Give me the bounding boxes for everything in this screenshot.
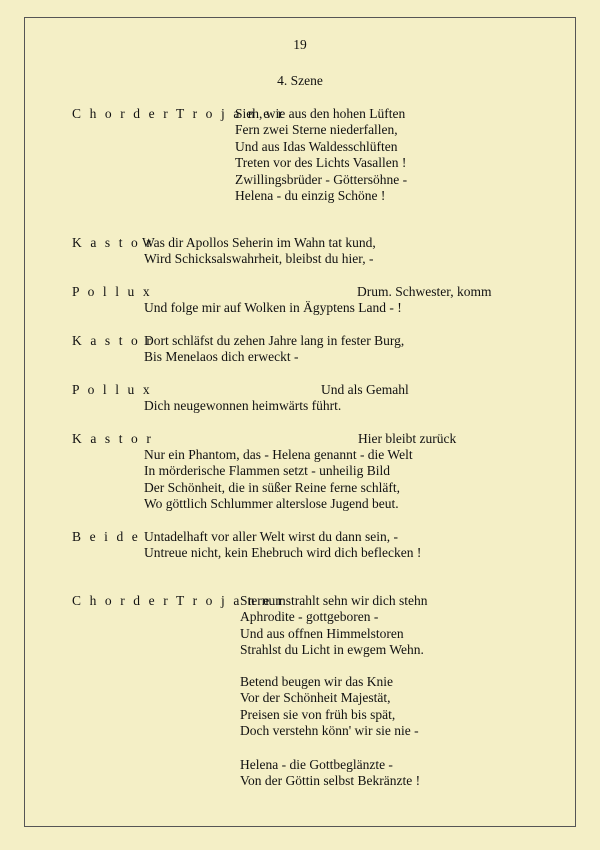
verse-line: Sternumstrahlt sehn wir dich stehn	[240, 593, 428, 608]
verse-line: Und aus Idas Waldesschlüften	[235, 138, 398, 154]
verse-lines	[240, 757, 420, 790]
verse-line: Betend beugen wir das Knie	[240, 674, 393, 689]
verse-line: Vor der Schönheit Majestät,	[240, 690, 391, 706]
verse-line: Untadelhaft vor aller Welt wirst du dann sein, -	[144, 529, 398, 544]
speaker-name: P o l l u x	[72, 284, 153, 299]
verse-line: Preisen sie von früh bis spät,	[240, 706, 396, 722]
verse-line: Zwillingsbrüder - Göttersöhne -	[235, 171, 408, 187]
speaker-name: B e i d e	[72, 529, 141, 544]
verse-line: Doch verstehn könn' wir sie nie -	[240, 723, 419, 739]
verse-line: Und aus offnen Himmelstoren	[240, 625, 404, 641]
verse-line: Untreue nicht, kein Ehebruch wird dich beflecken !	[144, 545, 422, 561]
verse-line: Strahlst du Licht in ewgem Wehn.	[240, 642, 424, 658]
verse-line: Bis Menelaos dich erweckt -	[144, 349, 299, 364]
verse-line: Was dir Apollos Seherin im Wahn tat kund,	[142, 235, 376, 250]
verse-line: Treten vor des Lichts Vasallen !	[235, 155, 407, 171]
verse-line: Nur ein Phantom, das - Helena genannt - die Welt	[144, 447, 413, 462]
verse-line: Dort schläfst du zehen Jahre lang in fester Burg,	[144, 333, 405, 348]
verse-line: Helena - die Gottbeglänzte -	[240, 757, 393, 772]
verse-line: Der Schönheit, die in süßer Reine ferne schläft,	[144, 479, 401, 495]
verse-line: Hier bleibt zurück	[358, 431, 457, 446]
verse-line: Helena - du einzig Schöne !	[235, 188, 386, 204]
speaker-name: C h o r d e r T r o j a n e r	[72, 106, 285, 121]
speaker-name: C h o r d e r T r o j a n e r	[72, 593, 285, 608]
page-number: 19	[293, 37, 307, 52]
verse-lines	[240, 674, 419, 740]
verse-line: Wo göttlich Schlummer alterslose Jugend beut.	[144, 496, 399, 512]
verse-line: Sieh, wie aus den hohen Lüften	[235, 106, 406, 121]
verse-lines	[144, 447, 413, 513]
speaker-name: P o l l u x	[72, 382, 153, 397]
verse-line: In mörderische Flammen setzt - unheilig Bild	[144, 463, 390, 479]
speaker-name: K a s t o r	[72, 431, 154, 446]
verse-lines	[240, 593, 427, 659]
verse-line: Wird Schicksalswahrheit, bleibst du hier, -	[144, 251, 374, 266]
speaker-name: K a s t o r	[72, 235, 154, 250]
verse-line: Von der Göttin selbst Bekränzte !	[240, 773, 421, 789]
verse-line: Aphrodite - gottgeboren -	[240, 609, 379, 625]
verse-line: Und als Gemahl	[321, 382, 409, 397]
verse-line: Dich neugewonnen heimwärts führt.	[144, 398, 342, 413]
verse-lines	[235, 106, 407, 204]
verse-line: Und folge mir auf Wolken in Ägyptens Land - !	[144, 300, 402, 315]
verse-line: Drum. Schwester, komm	[357, 284, 492, 299]
verse-lines	[144, 529, 421, 562]
scene-title: 4. Szene	[277, 73, 323, 88]
verse-line: Fern zwei Sterne niederfallen,	[235, 122, 398, 138]
speaker-name: K a s t o r	[72, 333, 154, 348]
